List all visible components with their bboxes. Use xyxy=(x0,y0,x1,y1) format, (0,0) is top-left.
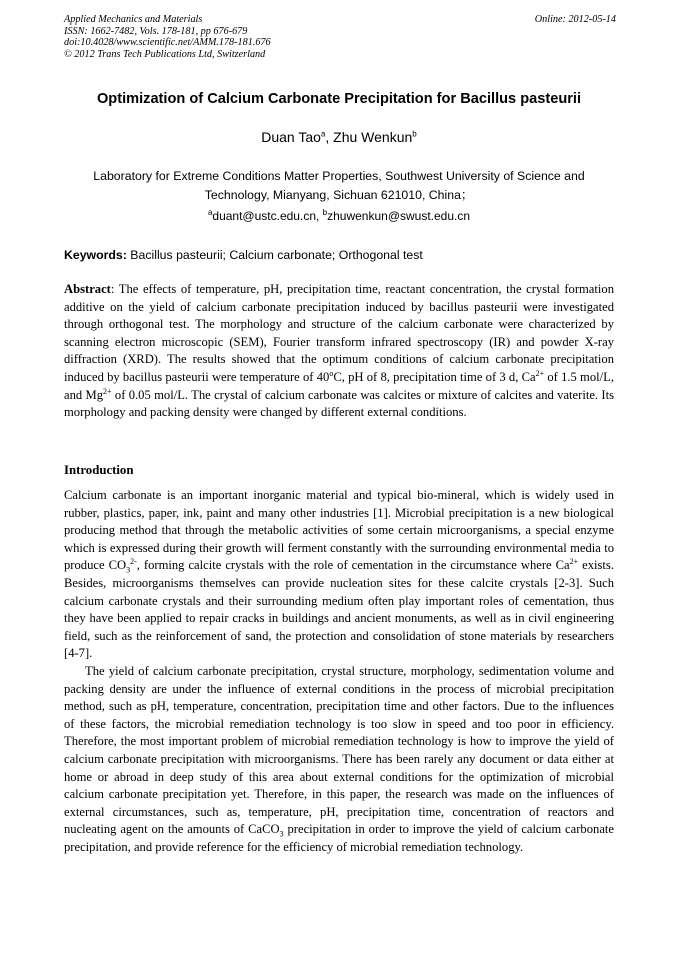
abstract-text: of 0.05 mol/L. The crystal of calcium carbonate was calcites or mixture of calcites and vaterite. Its morphology and packing density were changed by different external conditions. xyxy=(64,387,614,420)
paragraph-text: The yield of calcium carbonate precipitation, crystal structure, morphology, sedimentation volume and packing density are under the influence of external conditions in the process of microbial precipitation method, such as pH, temperature, concentration, precipitation time and other factors. Due to the influences of these factors, the microbial remediation technology is too slow in speed and too poor in efficiency. Therefore, the most important problem of microbial remediation technology is how to improve the yield of calcium carbonate precipitation with microorganisms. There has been rarely any document or data either at home or abroad in deep study of this area about external conditions for the optimization of microbial calcium carbonate precipitation yet. Therefore, in this paper, the research was made on the influences of external circumstances, such as, temperature, pH, precipitation time, concentration of reactors and nucleating agent on the amounts of CaCO xyxy=(64,663,614,837)
doi-line: doi:10.4028/www.scientific.net/AMM.178-181.676 xyxy=(64,37,271,49)
email-mark: a xyxy=(207,208,213,217)
ion-charge: 2+ xyxy=(569,557,579,567)
paragraph xyxy=(64,487,614,663)
email-line xyxy=(0,209,678,223)
abstract-label: Abstract xyxy=(64,282,111,296)
journal-name: Applied Mechanics and Materials xyxy=(64,14,203,25)
author-name: Duan Tao xyxy=(261,129,321,145)
author-affil-mark: b xyxy=(412,129,417,139)
ion-charge: 2+ xyxy=(535,368,545,378)
ion-charge: 2+ xyxy=(103,386,112,396)
abstract-text: : The effects of temperature, pH, precipitation time, reactant concentration, the crystal formation additive on the yield of calcium carbonate precipitation induced by bacillus pasteurii were investigated through orthogonal test. The morphology and structure of the calcium carbonate were characterized by scanning electron microscopic (SEM), Fourier transform infrared spectroscopy (IR) and powder X-ray diffraction (XRD). The results showed that the optimum conditions of calcium carbonate precipitation induced by bacillus pasteurii were temperature of 40 xyxy=(64,282,614,384)
paragraph xyxy=(64,663,614,857)
section-heading: Introduction xyxy=(64,463,134,477)
paper-title: Optimization of Calcium Carbonate Precipitation for Bacillus pasteurii xyxy=(96,91,582,107)
degree-mark: o xyxy=(329,368,334,378)
author-affil-mark: a xyxy=(320,129,326,139)
author-line xyxy=(0,129,678,145)
online-date: Online: 2012-05-14 xyxy=(534,14,616,25)
formula-subscript: 3 xyxy=(126,565,131,575)
author-separator: , xyxy=(325,129,334,145)
abstract-text: of 1.5 mol/L, and Mg xyxy=(64,369,614,402)
abstract-text: C, pH of 8, precipitation time of 3 d, Ca xyxy=(333,369,536,384)
journal-header xyxy=(64,14,616,60)
email-a: duant@ustc.edu.cn, xyxy=(212,209,323,223)
keywords-text: Bacillus pasteurii; Calcium carbonate; Orthogonal test xyxy=(126,248,423,262)
keywords-label: Keywords: xyxy=(64,248,127,262)
introduction-body xyxy=(64,487,614,856)
affiliation: Laboratory for Extreme Conditions Matter Properties, Southwest University of Science and Technology, Mianyang, Sichuan 621010, China； xyxy=(93,169,585,202)
abstract xyxy=(64,281,614,422)
email-b: zhuwenkun@swust.edu.cn xyxy=(327,209,471,223)
email-mark: b xyxy=(322,208,328,217)
paragraph-text: , forming calcite crystals with the role of cementation in the circumstance where Ca xyxy=(136,558,570,573)
copyright-line: © 2012 Trans Tech Publications Ltd, Switzerland xyxy=(64,48,266,60)
issn-line: ISSN: 1662-7482, Vols. 178-181, pp 676-679 xyxy=(64,25,248,37)
paragraph-text: precipitation in order to improve the yield of calcium carbonate precipitation, and provide reference for the efficiency of microbial remediation technology. xyxy=(64,822,614,854)
keywords xyxy=(64,248,616,262)
paragraph-text: exists. Besides, microorganisms themselves can provide nucleation sites for these calcite crystals [2-3]. Such calcium carbonate crystals and their surrounding medium often play important roles of cementation, thus they have been applied to repair cracks in buildings and ancient monuments, as well as in civil engineering field, such as the reinforcement of sand, the protection and consolidation of stone materials by researchers [4-7]. xyxy=(64,558,614,661)
ion-charge: 2- xyxy=(130,557,137,567)
formula-subscript: 3 xyxy=(279,829,284,839)
paragraph-text: Calcium carbonate is an important inorganic material and typical bio-mineral, which is widely used in rubber, plastics, paper, ink, paint and many other industries [1]. Microbial precipitation is a new biological producing method that through the metabolic activities of some certain microorganisms, a special enzyme which is expressed during their growth will ferment constantly with the surrounding environmental media to produce CO xyxy=(64,488,614,573)
author-name: Zhu Wenkun xyxy=(333,129,413,145)
